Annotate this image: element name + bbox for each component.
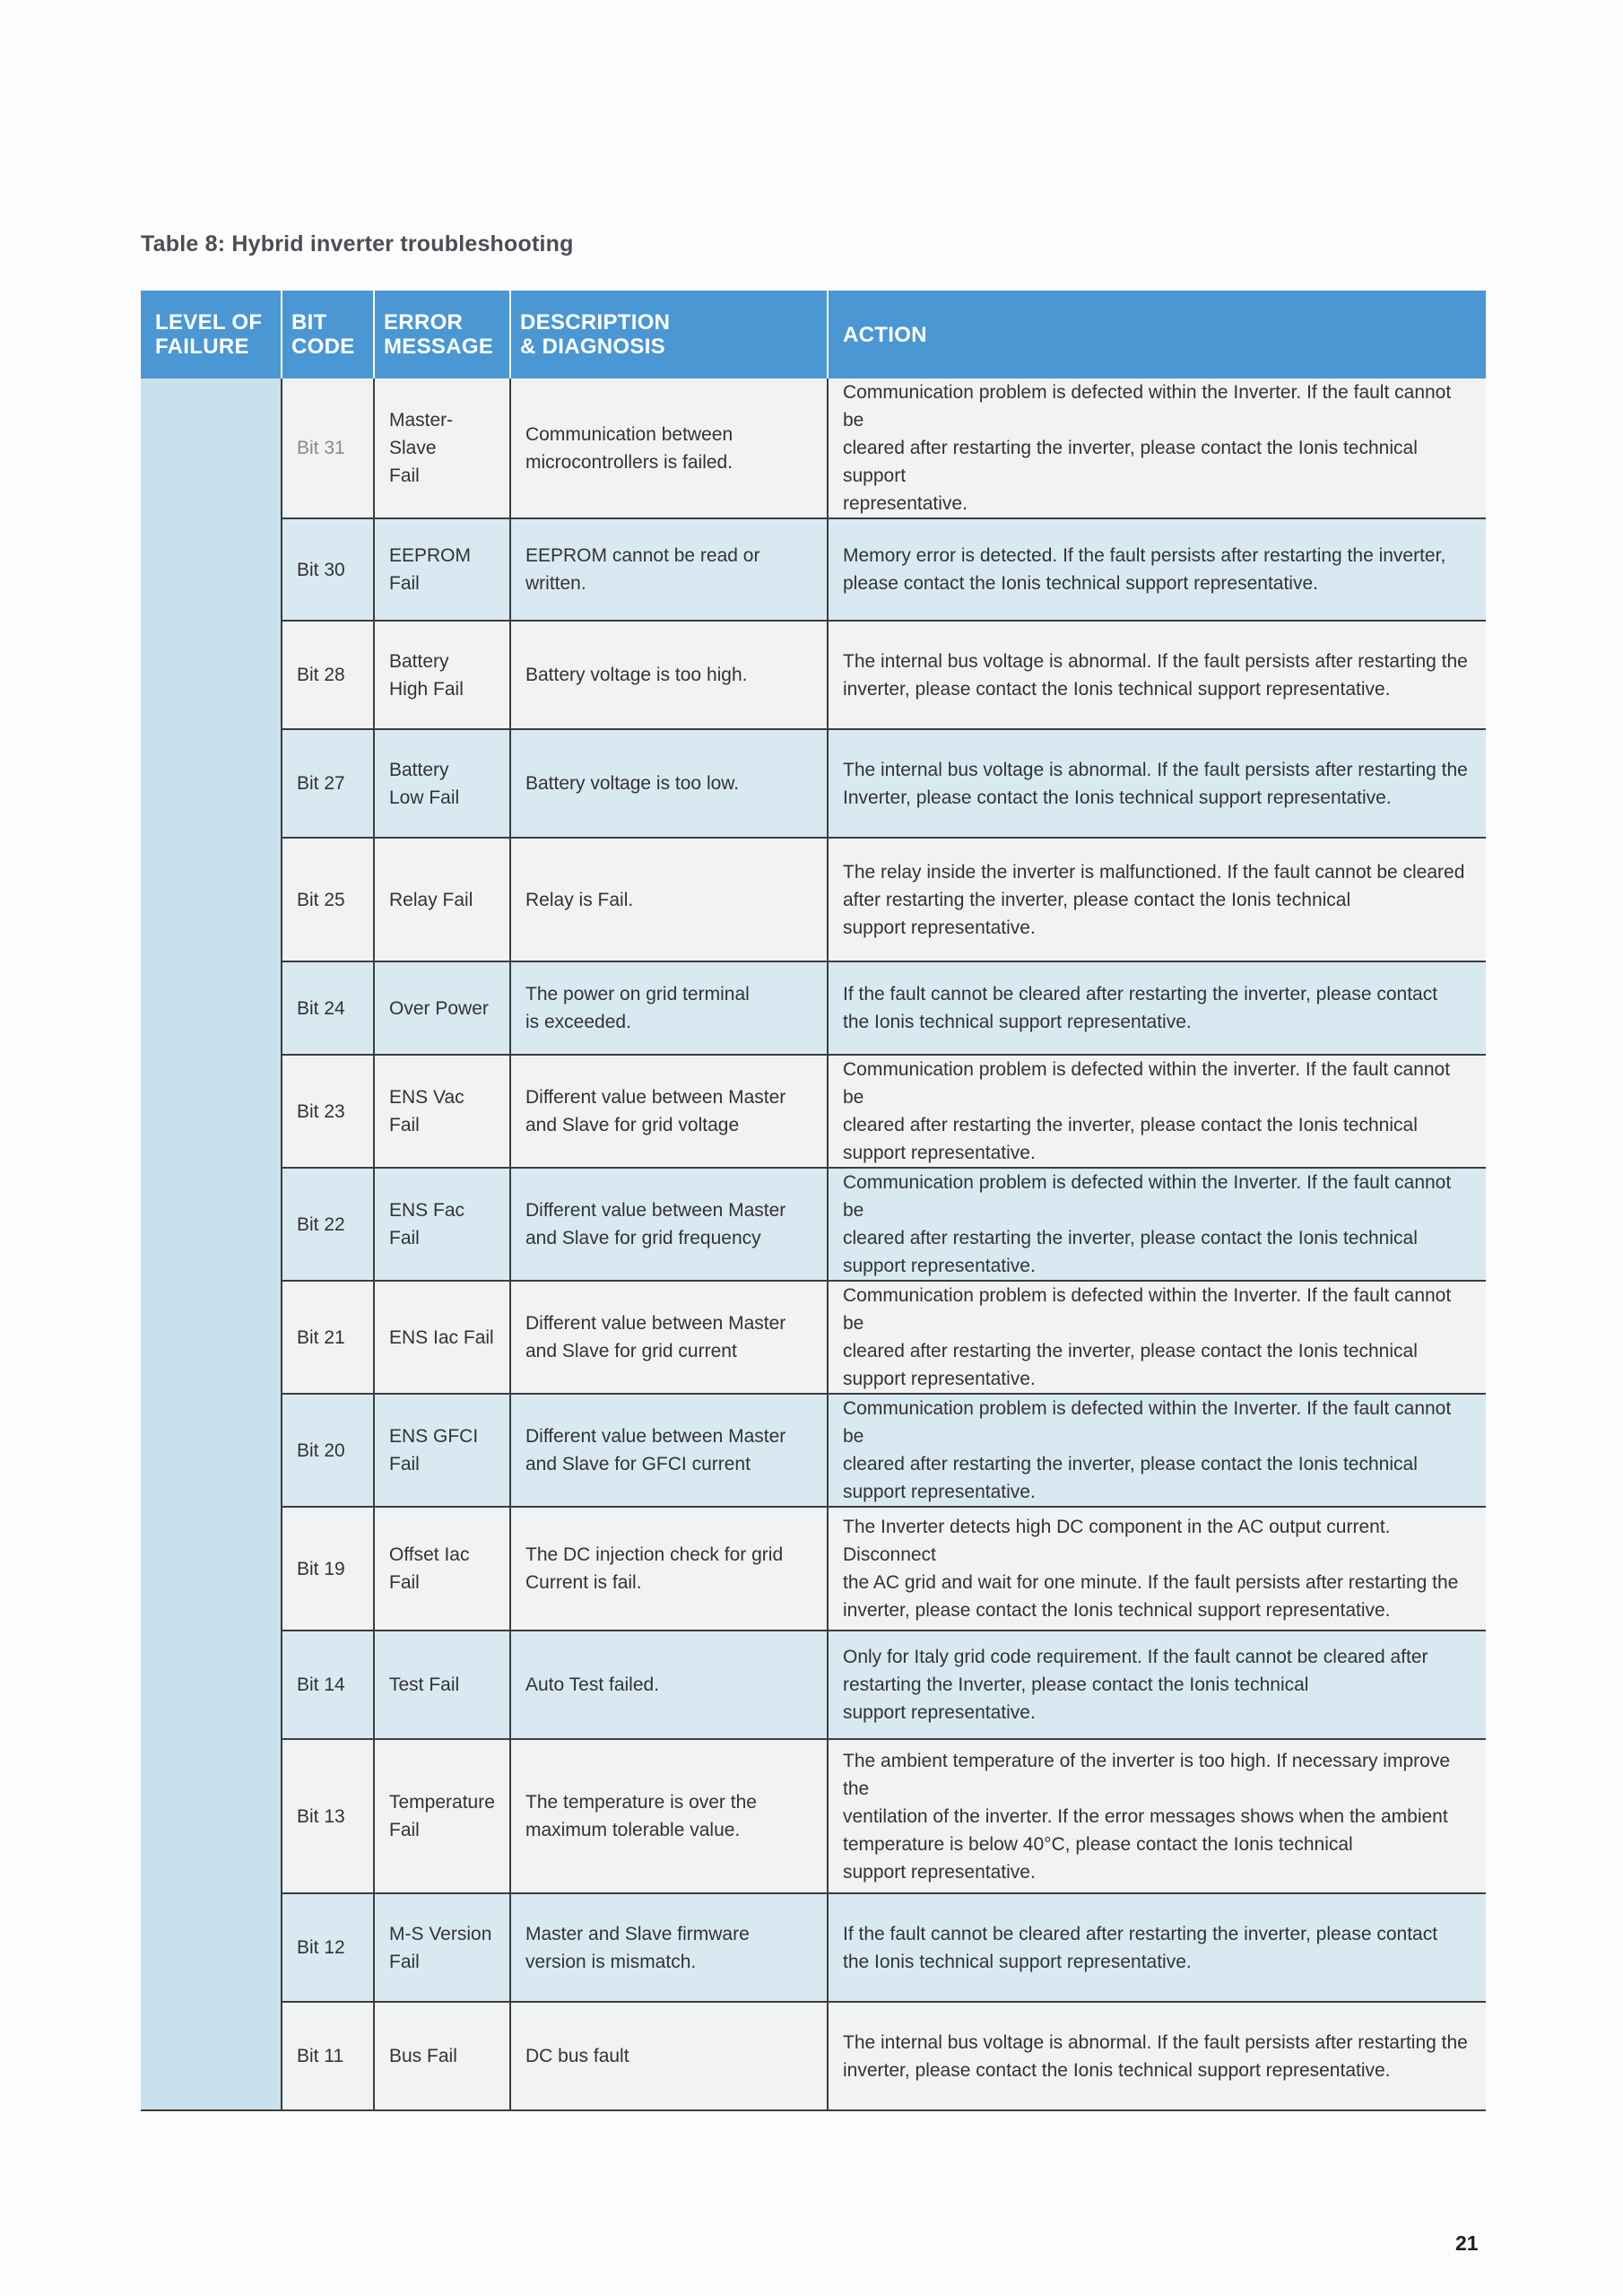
table-row <box>141 621 1486 729</box>
description-cell <box>510 1168 828 1281</box>
action-cell <box>828 1394 1486 1507</box>
description-line: Different value between Master <box>525 1426 786 1447</box>
header-bit-line2: CODE <box>291 335 355 359</box>
action-line: ventilation of the inverter. If the error messages shows when the ambient <box>843 1805 1448 1827</box>
action-line: cleared after restarting the inverter, please contact the Ionis technical <box>843 1228 1418 1248</box>
error-message-cell <box>374 1893 510 2002</box>
error-message-cell <box>374 621 510 729</box>
action-line: after restarting the inverter, please contact the Ionis technical <box>843 889 1351 910</box>
action-cell <box>828 621 1486 729</box>
error-message-line: ENS GFCI Fail <box>389 1426 479 1474</box>
description-cell <box>510 1631 828 1739</box>
bit-code-cell: Bit 30 <box>282 518 374 621</box>
description-line: and Slave for grid current <box>525 1341 737 1361</box>
action-line: please contact the Ionis technical support representative. <box>843 573 1318 594</box>
description-cell <box>510 378 828 518</box>
action-line: The internal bus voltage is abnormal. If the fault persists after restarting the <box>843 2031 1468 2053</box>
error-message-cell <box>374 2002 510 2110</box>
action-line: the Ionis technical support representative. <box>843 1012 1192 1032</box>
description-line: The power on grid terminal <box>525 984 750 1004</box>
description-cell <box>510 1394 828 1507</box>
error-message-line: EEPROM Fail <box>389 545 472 594</box>
table-header-row <box>141 291 1486 378</box>
action-line: support representative. <box>843 1702 1036 1723</box>
action-line: temperature is below 40°C, please contact the Ionis technical <box>843 1833 1353 1855</box>
description-cell <box>510 729 828 838</box>
action-cell <box>828 1739 1486 1893</box>
action-cell <box>828 378 1486 518</box>
header-description <box>510 291 828 378</box>
error-message-cell <box>374 1739 510 1893</box>
action-line: If the fault cannot be cleared after restarting the inverter, please contact <box>843 984 1438 1004</box>
description-line: Communication between <box>525 423 733 445</box>
description-line: version is mismatch. <box>525 1951 697 1972</box>
table-row <box>141 518 1486 621</box>
table-row <box>141 1394 1486 1507</box>
description-cell <box>510 1507 828 1631</box>
error-message-line: Over Power <box>389 997 489 1019</box>
error-message-cell <box>374 1394 510 1507</box>
bit-code-cell: Bit 23 <box>282 1055 374 1168</box>
bit-code-cell: Bit 20 <box>282 1394 374 1507</box>
description-line: Different value between Master <box>525 1313 786 1334</box>
action-cell <box>828 1631 1486 1739</box>
action-line: the Ionis technical support representative. <box>843 1951 1192 1972</box>
action-line: Communication problem is defected within the inverter. If the fault cannot be <box>843 1059 1451 1108</box>
table-row <box>141 1507 1486 1631</box>
error-message-cell <box>374 838 510 961</box>
error-message-cell <box>374 378 510 518</box>
action-line: inverter, please contact the Ionis technical support representative. <box>843 1600 1391 1621</box>
header-level-of-failure <box>141 291 282 378</box>
description-line: The DC injection check for grid <box>525 1544 784 1565</box>
error-message-line: M-S Version <box>389 1923 492 1944</box>
table-row <box>141 961 1486 1055</box>
action-cell <box>828 1055 1486 1168</box>
troubleshooting-table <box>141 291 1486 2111</box>
bit-code-cell: Bit 12 <box>282 1893 374 2002</box>
action-cell <box>828 1893 1486 2002</box>
error-message-line: Relay Fail <box>389 889 473 910</box>
table-row <box>141 729 1486 838</box>
description-cell <box>510 1893 828 2002</box>
table-row <box>141 1281 1486 1394</box>
action-line: support representative. <box>843 1369 1036 1389</box>
description-line: EEPROM cannot be read or written. <box>525 545 760 594</box>
error-message-line: ENS Iac Fail <box>389 1326 494 1348</box>
action-line: inverter, please contact the Ionis technical support representative. <box>843 678 1391 700</box>
description-line: and Slave for grid voltage <box>525 1115 740 1135</box>
action-line: support representative. <box>843 1861 1036 1883</box>
header-error-message <box>374 291 510 378</box>
description-line: Master and Slave firmware <box>525 1923 750 1944</box>
action-line: restarting the Inverter, please contact the Ionis technical <box>843 1674 1309 1695</box>
table-row <box>141 1893 1486 2002</box>
description-line: Different value between Master <box>525 1087 786 1108</box>
action-line: cleared after restarting the inverter, please contact the Ionis technical support <box>843 438 1418 486</box>
error-message-cell <box>374 1055 510 1168</box>
action-line: Inverter, please contact the Ionis technical support representative. <box>843 787 1392 808</box>
header-error-line1: ERROR <box>384 310 464 335</box>
action-line: the AC grid and wait for one minute. If the fault persists after restarting the <box>843 1572 1459 1593</box>
description-line: Relay is Fail. <box>525 889 634 910</box>
action-line: support representative. <box>843 1256 1036 1276</box>
table-row <box>141 1739 1486 1893</box>
description-line: is exceeded. <box>525 1012 631 1032</box>
description-line: Auto Test failed. <box>525 1674 660 1695</box>
action-line: Communication problem is defected within the Inverter. If the fault cannot be <box>843 1172 1452 1221</box>
action-line: The internal bus voltage is abnormal. If the fault persists after restarting the <box>843 759 1468 780</box>
action-line: If the fault cannot be cleared after restarting the inverter, please contact <box>843 1923 1438 1944</box>
error-message-line: High Fail <box>389 678 464 700</box>
description-line: Different value between Master <box>525 1200 786 1221</box>
description-cell <box>510 838 828 961</box>
action-line: Memory error is detected. If the fault persists after restarting the inverter, <box>843 545 1446 566</box>
header-desc-line1: DESCRIPTION <box>520 310 671 335</box>
description-cell <box>510 621 828 729</box>
action-line: The relay inside the inverter is malfunctioned. If the fault cannot be cleared <box>843 861 1465 883</box>
description-line: microcontrollers is failed. <box>525 451 733 473</box>
error-message-cell <box>374 518 510 621</box>
error-message-line: Bus Fail <box>389 2046 457 2066</box>
description-line: Current is fail. <box>525 1572 642 1593</box>
table-row <box>141 378 1486 518</box>
table-row <box>141 2002 1486 2110</box>
action-line: support representative. <box>843 917 1036 938</box>
header-bit-line1: BIT <box>291 310 327 335</box>
error-message-cell <box>374 1281 510 1394</box>
table-title: Table 8: Hybrid inverter troubleshooting <box>141 231 574 257</box>
error-message-line: Battery <box>389 759 449 780</box>
error-message-cell <box>374 729 510 838</box>
action-cell <box>828 729 1486 838</box>
description-line: and Slave for GFCI current <box>525 1454 751 1474</box>
header-level-line1: LEVEL OF <box>155 310 263 335</box>
action-line: The ambient temperature of the inverter is too high. If necessary improve the <box>843 1750 1450 1799</box>
action-cell <box>828 2002 1486 2110</box>
error-message-cell <box>374 1507 510 1631</box>
action-line: Communication problem is defected within the Inverter. If the fault cannot be <box>843 1285 1452 1334</box>
description-line: and Slave for grid frequency <box>525 1228 761 1248</box>
bit-code-cell: Bit 19 <box>282 1507 374 1631</box>
header-bit-code <box>282 291 374 378</box>
error-message-line: Offset Iac Fail <box>389 1544 470 1593</box>
description-cell <box>510 2002 828 2110</box>
description-cell <box>510 961 828 1055</box>
description-cell <box>510 1281 828 1394</box>
description-cell <box>510 518 828 621</box>
error-message-line: Fail <box>389 1951 420 1972</box>
error-message-line: Fail <box>389 1820 420 1840</box>
action-line: cleared after restarting the inverter, please contact the Ionis technical <box>843 1454 1418 1474</box>
error-message-line: Temperature <box>389 1792 495 1813</box>
action-line: representative. <box>843 493 968 514</box>
description-line: Battery voltage is too low. <box>525 773 740 794</box>
error-message-line: Master-Slave <box>389 410 454 458</box>
bit-code-cell: Bit 21 <box>282 1281 374 1394</box>
action-cell <box>828 1168 1486 1281</box>
error-message-line: ENS Vac Fail <box>389 1087 464 1135</box>
action-line: Only for Italy grid code requirement. If the fault cannot be cleared after <box>843 1647 1428 1667</box>
bit-code-cell: Bit 24 <box>282 961 374 1055</box>
action-line: inverter, please contact the Ionis technical support representative. <box>843 2059 1391 2081</box>
description-cell <box>510 1739 828 1893</box>
bit-code-cell: Bit 11 <box>282 2002 374 2110</box>
action-line: cleared after restarting the inverter, please contact the Ionis technical <box>843 1115 1418 1135</box>
page-number: 21 <box>1455 2231 1479 2255</box>
header-desc-line2: & DIAGNOSIS <box>520 335 665 359</box>
description-line: The temperature is over the <box>525 1792 757 1813</box>
table-row <box>141 838 1486 961</box>
action-cell <box>828 1507 1486 1631</box>
bit-code-cell: Bit 27 <box>282 729 374 838</box>
error-message-cell <box>374 961 510 1055</box>
action-line: support representative. <box>843 1482 1036 1502</box>
error-message-cell <box>374 1168 510 1281</box>
action-line: cleared after restarting the inverter, please contact the Ionis technical <box>843 1341 1418 1361</box>
description-line: Battery voltage is too high. <box>525 665 748 685</box>
bit-code-cell: Bit 28 <box>282 621 374 729</box>
header-action: ACTION <box>828 291 1486 378</box>
error-message-cell <box>374 1631 510 1739</box>
table-row <box>141 1055 1486 1168</box>
bit-code-cell: Bit 13 <box>282 1739 374 1893</box>
error-message-line: Test Fail <box>389 1674 460 1695</box>
bit-code-cell: Bit 22 <box>282 1168 374 1281</box>
action-line: Communication problem is defected within the Inverter. If the fault cannot be <box>843 382 1452 430</box>
header-error-line2: MESSAGE <box>384 335 494 359</box>
action-cell <box>828 961 1486 1055</box>
action-line: Communication problem is defected within the Inverter. If the fault cannot be <box>843 1398 1452 1447</box>
description-line: maximum tolerable value. <box>525 1820 741 1840</box>
bit-code-cell: Bit 14 <box>282 1631 374 1739</box>
action-cell <box>828 1281 1486 1394</box>
error-message-line: ENS Fac Fail <box>389 1200 465 1248</box>
table-row <box>141 1168 1486 1281</box>
action-cell <box>828 838 1486 961</box>
action-line: The Inverter detects high DC component in the AC output current. Disconnect <box>843 1517 1391 1565</box>
header-level-line2: FAILURE <box>155 335 249 359</box>
action-line: support representative. <box>843 1143 1036 1163</box>
description-line: DC bus fault <box>525 2046 629 2066</box>
description-cell <box>510 1055 828 1168</box>
action-line: The internal bus voltage is abnormal. If the fault persists after restarting the <box>843 650 1468 672</box>
error-message-line: Low Fail <box>389 787 460 808</box>
error-message-line: Fail <box>389 465 420 486</box>
error-message-line: Battery <box>389 650 449 672</box>
level-of-failure-cell <box>141 378 282 2110</box>
table-row <box>141 1631 1486 1739</box>
bit-code-cell: Bit 25 <box>282 838 374 961</box>
action-cell <box>828 518 1486 621</box>
bit-code-cell: Bit 31 <box>282 378 374 518</box>
